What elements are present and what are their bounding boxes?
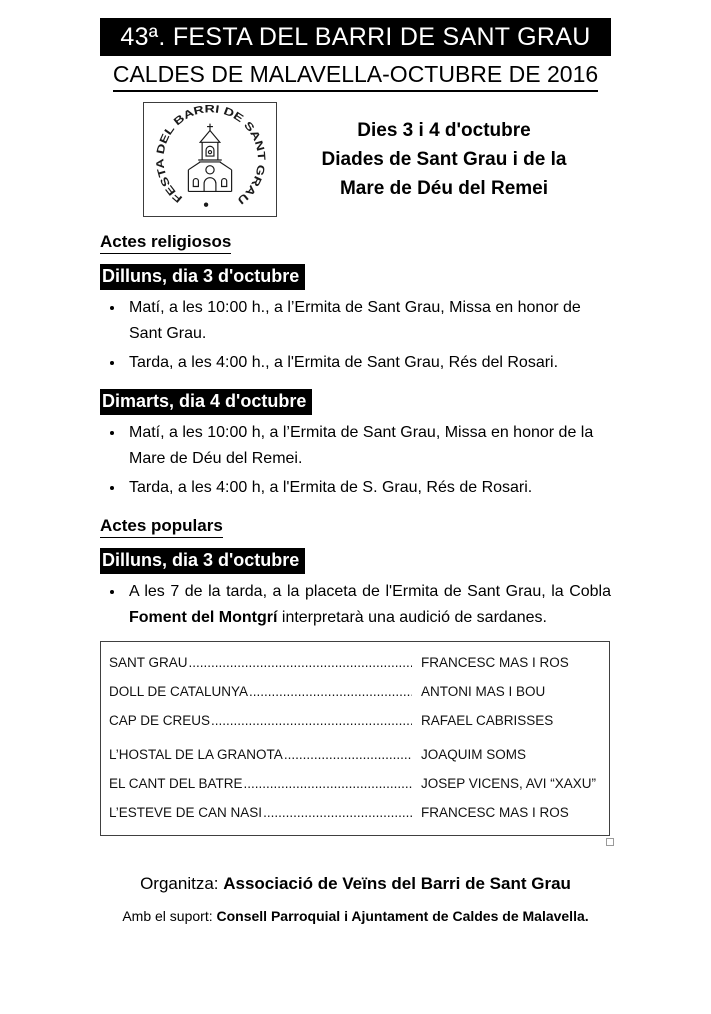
day-bar-dilluns-religiosos: Dilluns, dia 3 d'octubre bbox=[100, 264, 305, 290]
dotted-leader bbox=[244, 774, 412, 793]
cobla-name: Foment del Montgrí bbox=[129, 609, 278, 626]
composer-name: JOSEP VICENS, AVI “XAXU” bbox=[421, 776, 597, 791]
logo-circular-text: FESTA DEL BARRI DE SANT GRAU bbox=[154, 103, 267, 205]
day-bar-dilluns-populars: Dilluns, dia 3 d'octubre bbox=[100, 548, 305, 574]
sardana-title: L’HOSTAL DE LA GRANOTA bbox=[109, 747, 283, 762]
festa-logo bbox=[143, 102, 277, 217]
event-item: • Tarda, a les 4:00 h., a l'Ermita de Sant Grau, Rés del Rosari. bbox=[125, 350, 611, 376]
dotted-leader bbox=[189, 653, 412, 672]
dotted-leader bbox=[263, 803, 412, 822]
event-text-post: interpretarà una audició de sardanes. bbox=[277, 609, 547, 626]
page-title: 43ª. FESTA DEL BARRI DE SANT GRAU bbox=[100, 18, 611, 56]
section-heading-populars bbox=[100, 515, 611, 538]
dates-line-1: Dies 3 i 4 d'octubre bbox=[357, 120, 531, 141]
section-heading-religiosos-text: Actes religiosos bbox=[100, 231, 231, 254]
section-heading-religiosos bbox=[100, 231, 611, 254]
event-list bbox=[100, 579, 611, 631]
support-label: Amb el suport: bbox=[122, 908, 217, 924]
sardana-title: CAP DE CREUS bbox=[109, 713, 211, 728]
support-names: Consell Parroquial i Ajuntament de Caldes de Malavella. bbox=[216, 908, 589, 924]
section-heading-populars-text: Actes populars bbox=[100, 515, 223, 538]
dotted-leader bbox=[211, 711, 412, 730]
composer-name: FRANCESC MAS I ROS bbox=[421, 655, 569, 670]
event-list bbox=[100, 295, 611, 376]
composer-name: JOAQUIM SOMS bbox=[421, 747, 527, 762]
organizer-name: Associació de Veïns del Barri de Sant Grau bbox=[223, 874, 571, 893]
event-list bbox=[100, 420, 611, 501]
composer-name: ANTONI MAS I BOU bbox=[421, 684, 546, 699]
sardana-title: DOLL DE CATALUNYA bbox=[109, 684, 249, 699]
intro-row bbox=[100, 102, 611, 217]
table-row bbox=[109, 803, 601, 822]
page-subtitle-text: CALDES DE MALAVELLA-OCTUBRE DE 2016 bbox=[113, 59, 598, 92]
dotted-leader bbox=[249, 682, 412, 701]
event-text-pre: A les 7 de la tarda, a la placeta de l'Ermita de Sant Grau, la Cobla bbox=[129, 583, 611, 600]
sardana-title: SANT GRAU bbox=[109, 655, 188, 670]
composer-name: FRANCESC MAS I ROS bbox=[421, 805, 569, 820]
organizer-line bbox=[100, 873, 611, 895]
page-subtitle bbox=[100, 59, 611, 92]
event-item: • Matí, a les 10:00 h, a l’Ermita de Sant Grau, Missa en honor de la Mare de Déu del Remei. bbox=[125, 420, 611, 472]
dates-line-2: Diades de Sant Grau i de la bbox=[321, 149, 567, 170]
sardana-title: L’ESTEVE DE CAN NASI bbox=[109, 805, 263, 820]
table-row bbox=[109, 682, 601, 701]
dotted-leader bbox=[284, 745, 412, 764]
composer-name: RAFAEL CABRISSES bbox=[421, 713, 554, 728]
sardanes-table bbox=[100, 641, 610, 836]
support-line bbox=[100, 907, 611, 925]
table-row bbox=[109, 745, 601, 764]
church-drawing bbox=[188, 124, 231, 192]
dates-line-3: Mare de Déu del Remei bbox=[339, 178, 549, 199]
table-row bbox=[109, 774, 601, 793]
day-bar-dimarts-religiosos: Dimarts, dia 4 d'octubre bbox=[100, 389, 312, 415]
event-item bbox=[125, 579, 611, 631]
sardana-title: EL CANT DEL BATRE bbox=[109, 776, 243, 791]
table-row bbox=[109, 653, 601, 672]
organizer-label: Organitza: bbox=[140, 874, 224, 893]
dates-block bbox=[277, 102, 611, 217]
document-page bbox=[100, 0, 611, 925]
textbox-resize-handle bbox=[606, 838, 614, 846]
church-logo-icon bbox=[144, 103, 276, 216]
event-item: • Tarda, a les 4:00 h, a l'Ermita de S. Grau, Rés de Rosari. bbox=[125, 475, 611, 501]
table-row bbox=[109, 711, 601, 730]
event-item: • Matí, a les 10:00 h., a l’Ermita de Sant Grau, Missa en honor de Sant Grau. bbox=[125, 295, 611, 347]
